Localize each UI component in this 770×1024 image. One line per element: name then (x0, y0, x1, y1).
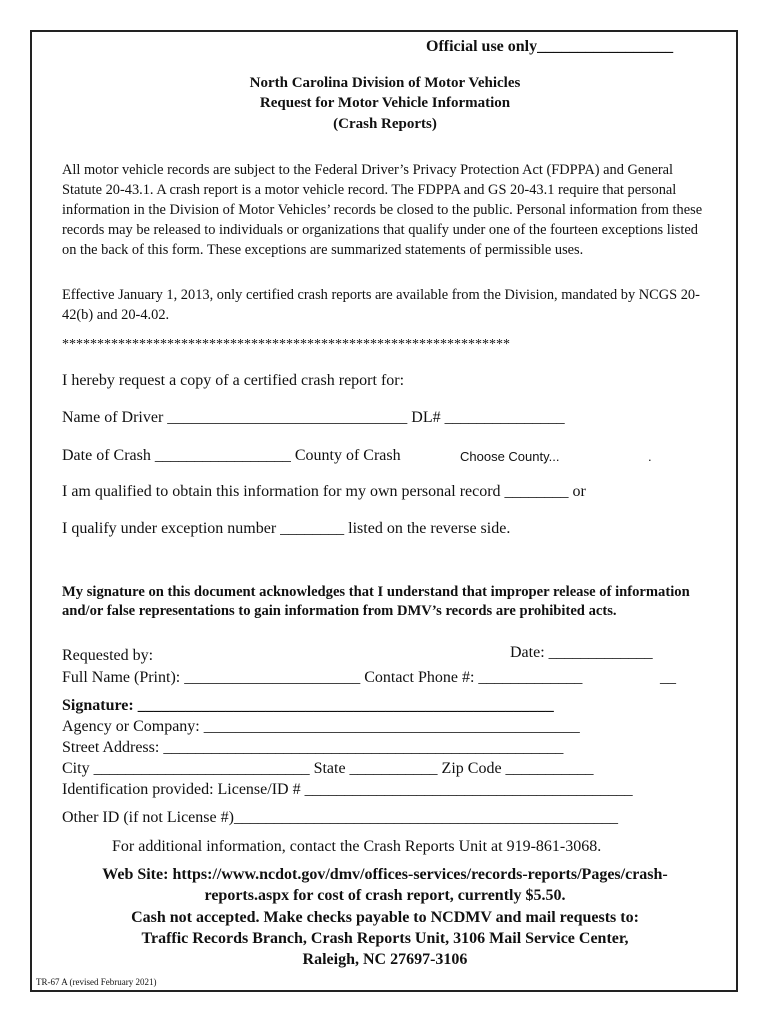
requested-by-label: Requested by: (62, 647, 154, 664)
mailing-address-1: Traffic Records Branch, Crash Reports Unit, 3106 Mail Service Center, (141, 930, 629, 947)
identification-field[interactable]: Identification provided: License/ID # _________________________________________ (62, 781, 633, 798)
county-select[interactable]: Choose County... (460, 449, 560, 464)
official-use-field[interactable]: Official use only_________________ (426, 38, 674, 55)
driver-name-dl-field[interactable]: Name of Driver ______________________________ DL# _______________ (62, 409, 565, 426)
privacy-paragraph: All motor vehicle records are subject to the Federal Driver’s Privacy Protection Act (FDPPA) and General Statute 20-43.1. A crash report is a motor vehicle record. The FDPPA and GS 20-43.1 require that personal information in the Division of Motor Vehicles’ records be closed to the public. Personal information from these records may be released to individuals or organizations that qualify under one of the fourteen exceptions listed on the back of this form. These exceptions are summarized statements of permissible uses. (62, 162, 703, 258)
own-record-field[interactable]: I am qualified to obtain this information for my own personal record ________ or (62, 483, 586, 500)
additional-info: For additional information, contact the Crash Reports Unit at 919-861-3068. (112, 838, 602, 855)
mailing-address-2: Raleigh, NC 27697-3106 (302, 951, 468, 968)
form-subtitle: (Crash Reports) (333, 116, 437, 132)
county-select-marker: . (648, 449, 652, 464)
signature-field[interactable]: Signature: ____________________________________________________ (62, 697, 554, 714)
agency-field[interactable]: Agency or Company: _______________________________________________ (62, 718, 580, 735)
date-field[interactable]: Date: _____________ (510, 644, 653, 661)
payment-instructions: Cash not accepted. Make checks payable to NCDMV and mail requests to: (131, 909, 639, 926)
city-state-zip-field[interactable]: City ___________________________ State ___________ Zip Code ___________ (62, 760, 594, 777)
effective-paragraph: Effective January 1, 2013, only certified crash reports are available from the Division, mandated by NCGS 20-42(b) and 20-4.02. (62, 287, 700, 323)
divider-asterisks: **************************************************************** (62, 337, 510, 352)
agency-title: North Carolina Division of Motor Vehicles (249, 75, 521, 91)
phone-tail: __ (660, 669, 676, 686)
request-lead: I hereby request a copy of a certified crash report for: (62, 372, 405, 389)
street-address-field[interactable]: Street Address: __________________________________________________ (62, 739, 564, 756)
exception-number-field[interactable]: I qualify under exception number ________ listed on the reverse side. (62, 520, 511, 537)
full-name-phone-field[interactable]: Full Name (Print): ______________________ Contact Phone #: _____________ (62, 669, 583, 686)
website-line-2: reports.aspx for cost of crash report, currently $5.50. (204, 887, 566, 904)
acknowledgement-text: My signature on this document acknowledges that I understand that improper release of information and/or false representations to gain information from DMV’s records are prohibited acts. (62, 584, 690, 619)
crash-date-field[interactable]: Date of Crash _________________ County of Crash (62, 447, 401, 464)
website-line-1[interactable]: Web Site: https://www.ncdot.gov/dmv/offices-services/records-reports/Pages/crash- (102, 866, 668, 883)
other-id-field[interactable]: Other ID (if not License #)________________________________________________ (62, 809, 618, 826)
form-title: Request for Motor Vehicle Information (259, 95, 511, 111)
form-id: TR-67 A (revised February 2021) (36, 977, 157, 987)
